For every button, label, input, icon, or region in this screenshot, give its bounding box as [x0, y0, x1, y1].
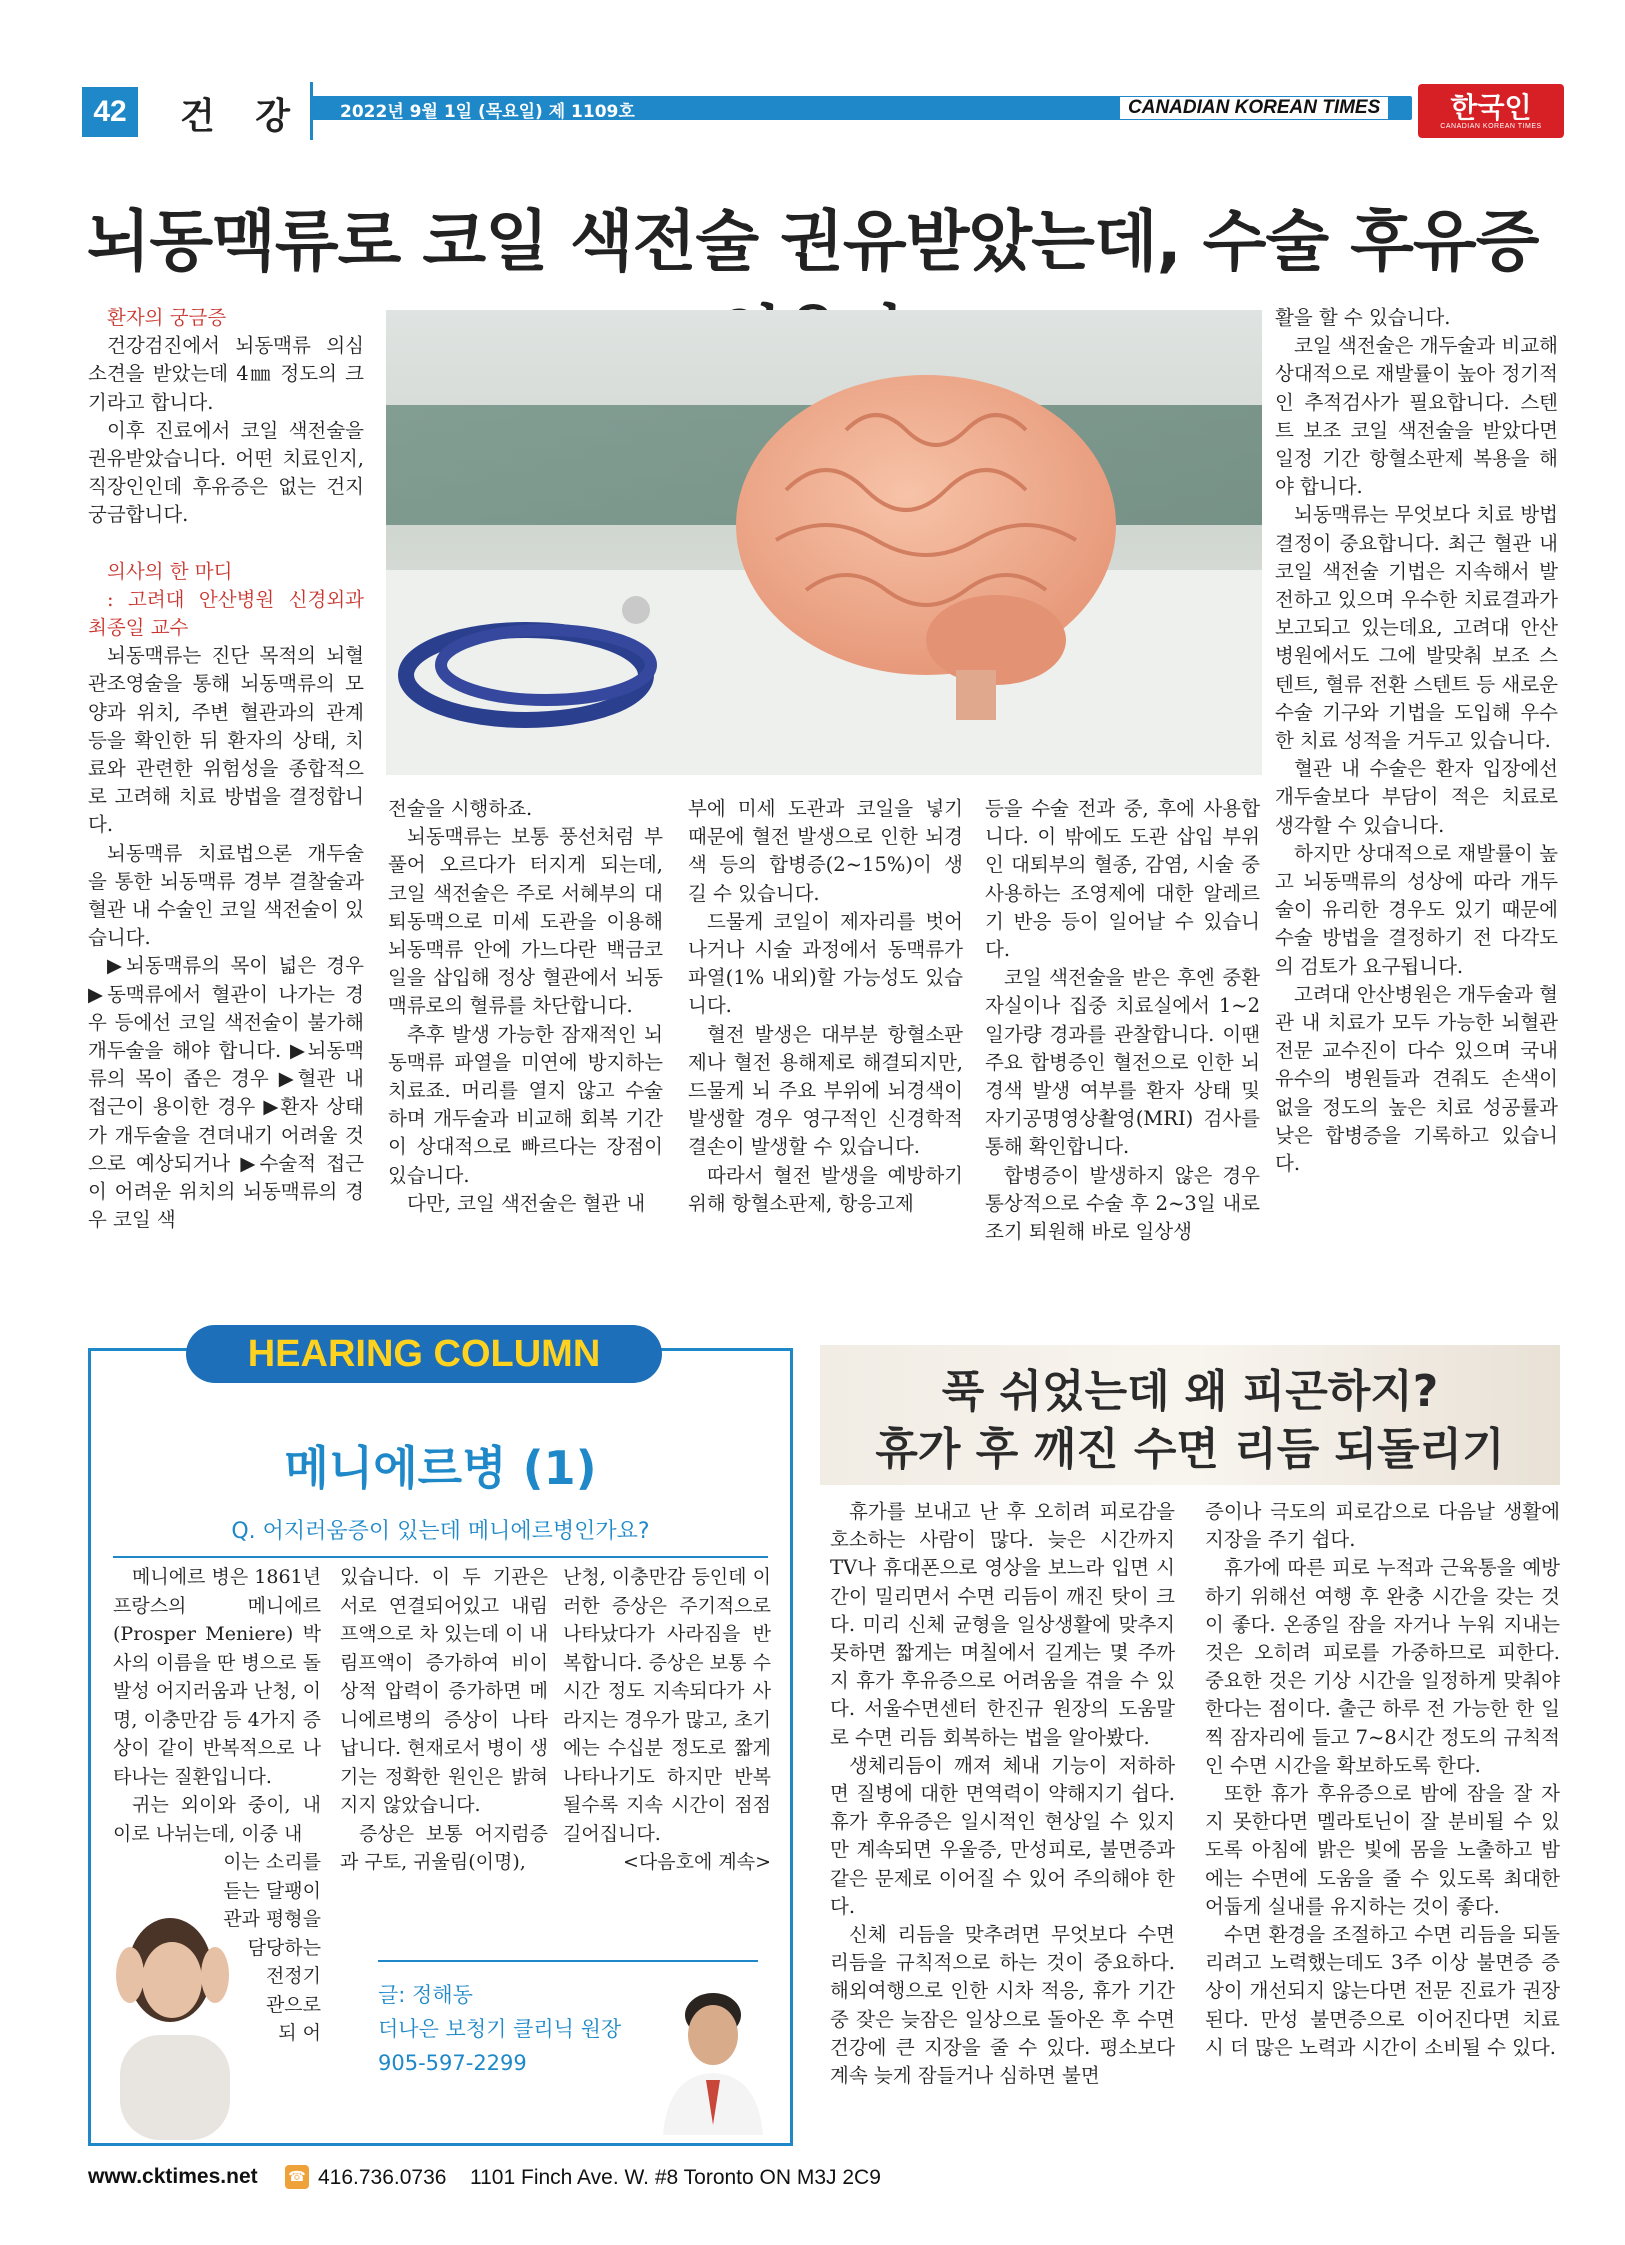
hearing-paragraph: 있습니다. 이 두 기관은 서로 연결되어있고 내림프액으로 차 있는데 이 내림프액이 증가하여 비이상적 압력이 증가하면 메니에르병의 증상이 나타납니다. 현재로서 병이 생기는 정확한 원인은 밝혀지지 않았습니다.	[340, 1566, 548, 1816]
sleep-title-line-1: 푹 쉬었는데 왜 피곤하지?	[941, 1366, 1439, 1417]
article-column-1	[88, 304, 364, 1235]
question-paragraph: 건강검진에서 뇌동맥류 의심 소견을 받았는데 4㎜ 정도의 크기라고 합니다.	[88, 334, 364, 414]
hearing-column-3	[563, 1563, 771, 1877]
article-paragraph: 코일 색전술을 받은 후엔 중환자실이나 집중 치료실에서 1~2일가량 경과를 관찰합니다. 이땐 주요 합병증인 혈전으로 인한 뇌경색 발생 여부를 환자 상태 및 자기공명영상촬영(MRI) 검사를 통해 확인합니다.	[985, 966, 1260, 1159]
article-paragraph: 등을 수술 전과 중, 후에 사용합니다. 이 밖에도 도관 삽입 부위인 대퇴부의 혈종, 감염, 시술 중 사용하는 조영제에 대한 알레르기 반응 등이 일어날 수 있습니다.	[985, 797, 1260, 962]
hearing-column-banner	[186, 1325, 662, 1383]
footer-website-link[interactable]: www.cktimes.net	[88, 2165, 258, 2188]
newspaper-logo	[1418, 84, 1564, 138]
article-paragraph: 혈관 내 수술은 환자 입장에선 개두술보다 부담이 적은 치료로 생각할 수 있습니다.	[1275, 757, 1558, 837]
article-paragraph: 하지만 상대적으로 재발률이 높고 뇌동맥류의 성상에 따라 개두술이 유리한 경우도 있기 때문에 수술 방법을 결정하기 전 다각도의 검토가 요구됩니다.	[1275, 841, 1558, 978]
footer-address: 1101 Finch Ave. W. #8 Toronto ON M3J 2C9	[470, 2166, 881, 2189]
hearing-paragraph: 메니에르 병은 1861년 프랑스의 메니에르(Prosper Meniere) 박사의 이름을 딴 병으로 돌발성 어지러움과 난청, 이명, 이충만감 등 4가지 증상이 같이 반복적으로 나타나는 질환입니다.	[113, 1566, 321, 1788]
article-paragraph: 추후 발생 가능한 잠재적인 뇌동맥류 파열을 미연에 방지하는 치료죠. 머리를 열지 않고 수술하며 개두술과 비교해 회복 기간이 상대적으로 빠르다는 장점이 있습니다.	[388, 1022, 663, 1187]
answer-label: 의사의 한 마디	[107, 559, 233, 583]
section-title: 건 강	[180, 96, 305, 137]
article-paragraph: 활을 할 수 있습니다.	[1275, 306, 1451, 329]
hearing-question: Q. 어지러움증이 있는데 메니에르병인가요?	[231, 1519, 650, 1544]
article-paragraph: 부에 미세 도관과 코일을 넣기 때문에 혈전 발생으로 인한 뇌경색 등의 합병증(2~15%)이 생길 수 있습니다.	[688, 797, 963, 905]
answer-byline: : 고려대 안산병원 신경외과 최종일 교수	[88, 587, 364, 640]
wrap-line: 이는 소리를	[223, 1851, 321, 1873]
article-column-right	[1275, 304, 1558, 1178]
continued-note: <다음호에 계속>	[622, 1851, 771, 1873]
wrap-line: 듣는 달팽이	[223, 1879, 321, 1902]
hearing-banner-text: HEARING COLUMN	[247, 1332, 601, 1375]
wrap-line: 담당하는	[247, 1936, 321, 1959]
author-name: 글: 정해동	[378, 1983, 473, 2007]
sleep-column-1	[830, 1498, 1175, 2090]
sleep-paragraph: 휴가를 보내고 난 후 오히려 피로감을 호소하는 사람이 많다. 늦은 시간까지 TV나 휴대폰으로 영상을 보느라 입면 시간이 밀리면서 수면 리듬이 깨진 탓이 크다. 미리 신체 균형을 일상생활에 맞추지 못하면 짧게는 며칠에서 길게는 몇 주까지 휴가 후유증으로 어려움을 겪을 수 있다. 서울수면센터 한진규 원장의 도움말로 수면 리듬 회복하는 법을 알아봤다.	[830, 1500, 1175, 1749]
article-paragraph: 뇌동맥류는 진단 목적의 뇌혈관조영술을 통해 뇌동맥류의 모양과 위치, 주변 혈관과의 관계 등을 확인한 뒤 환자의 상태, 치료와 관련한 위험성을 종합적으로 고려해 치료 방법을 결정합니다.	[88, 644, 364, 837]
sleep-paragraph: 증이나 극도의 피로감으로 다음날 생활에 지장을 주기 쉽다.	[1205, 1500, 1560, 1552]
dizzy-woman-photo	[100, 1900, 250, 2140]
article-paragraph: 뇌동맥류는 무엇보다 치료 방법 결정이 중요합니다. 최근 혈관 내 코일 색전술 기법은 지속해서 발전하고 있으며 우수한 치료결과가 보고되고 있는데요, 고려대 안산병원에서도 그에 발맞춰 보조 스텐트, 혈류 전환 스텐트 등 새로운 수술 기구와 기법을 도입해 우수한 치료 성적을 거두고 있습니다.	[1275, 503, 1558, 753]
article-paragraph: 따라서 혈전 발생을 예방하기 위해 항혈소판제, 항응고제	[688, 1163, 963, 1215]
article-column-4	[985, 795, 1260, 1246]
sleep-column-2	[1205, 1498, 1560, 2062]
hearing-title: 메니에르병 (1)	[284, 1441, 597, 1495]
sleep-paragraph: 신체 리듬을 맞추려면 무엇보다 수면 리듬을 규칙적으로 하는 것이 중요하다. 해외여행으로 인한 시차 적응, 휴가 기간 중 잦은 늦잠은 일상으로 돌아온 후 수면 건강에 큰 지장을 줄 수 있다. 평소보다 계속 늦게 잠들거나 심하면 불면	[830, 1923, 1175, 2088]
hearing-column-2	[340, 1563, 548, 1877]
sleep-paragraph: 생체리듬이 깨져 체내 기능이 저하하면 질병에 대한 면역력이 약해지기 쉽다. 휴가 후유증은 일시적인 현상일 수 있지만 계속되면 우울증, 만성피로, 불면증과 같은 문제로 이어질 수 있어 주의해야 한다.	[830, 1753, 1175, 1918]
paper-name: CANADIAN KOREAN TIMES	[1120, 97, 1388, 119]
hearing-paragraph: 증상은 보통 어지럼증과 구토, 귀울림(이명),	[340, 1822, 548, 1873]
hearing-divider	[113, 1556, 768, 1558]
author-phone: 905-597-2299	[378, 2051, 527, 2075]
sleep-paragraph: 수면 환경을 조절하고 수면 리듬을 되돌리려고 노력했는데도 3주 이상 불면증 증상이 개선되지 않는다면 전문 진료가 권장된다. 만성 불면증으로 이어진다면 치료 시 더 많은 노력과 시간이 소비될 수 있다.	[1205, 1923, 1560, 2059]
article-column-3	[688, 795, 963, 1218]
page-number: 42	[82, 87, 138, 137]
article-paragraph: 코일 색전술은 개두술과 비교해 상대적으로 재발률이 높아 정기적인 추적검사가 필요합니다. 스텐트 보조 코일 색전술을 받았다면 일정 기간 항혈소판제 복용을 해야 합니다.	[1275, 334, 1558, 499]
question-label: 환자의 궁금증	[107, 306, 227, 329]
article-headline: 뇌동맥류로 코일 색전술 권유받았는데, 수술 후유증	[86, 203, 1539, 280]
issue-date: 2022년 9월 1일 (목요일) 제 1109호	[340, 102, 635, 122]
article-paragraph: 혈전 발생은 대부분 항혈소판제나 혈전 용해제로 해결되지만, 드물게 뇌 주요 부위에 뇌경색이 발생할 경우 영구적인 신경학적 결손이 발생할 수 있습니다.	[688, 1022, 963, 1159]
article-paragraph: 고려대 안산병원은 개두술과 혈관 내 치료가 모두 가능한 뇌혈관 전문 교수진이 다수 있으며 국내 유수의 병원들과 견줘도 손색이 없을 정도의 높은 치료 성공률과 낮은 합병증을 기록하고 있습니다.	[1275, 982, 1558, 1176]
article-paragraph: 드물게 코일이 제자리를 벗어나거나 시술 과정에서 동맥류가 파열(1% 내외)할 가능성도 있습니다.	[688, 909, 963, 1018]
question-paragraph: 이후 진료에서 코일 색전술을 권유받았습니다. 어떤 치료인지, 직장인인데 후유증은 없는 건지 궁금합니다.	[88, 418, 364, 527]
article-paragraph: 뇌동맥류는 보통 풍선처럼 부풀어 오르다가 터지게 되는데, 코일 색전술은 주로 서혜부의 대퇴동맥으로 미세 도관을 이용해 뇌동맥류 안에 가느다란 백금코일을 삽입해 정상 혈관에서 뇌동맥류로의 혈류를 차단합니다.	[388, 825, 663, 1018]
wrap-line: 관으로	[265, 1993, 321, 2016]
article-paragraph: 합병증이 발생하지 않은 경우 통상적으로 수술 후 2~3일 내로 조기 퇴원해 바로 일상생	[985, 1163, 1260, 1244]
wrap-line: 관과 평형을	[223, 1908, 321, 1930]
wrap-line: 되 어	[278, 2022, 321, 2044]
sleep-paragraph: 휴가에 따른 피로 누적과 근육통을 예방하기 위해선 여행 후 완충 시간을 갖는 것이 좋다. 온종일 잠을 자거나 누워 지내는 것은 오히려 피로를 가중하므로 피한다. 중요한 것은 기상 시간을 일정하게 맞춰야 한다는 점이다. 출근 하루 전 가능한 한 일찍 잠자리에 들고 7~8시간 정도의 규칙적인 수면 시간을 확보하도록 한다.	[1205, 1556, 1560, 1777]
article-paragraph: 다만, 코일 색전술은 혈관 내	[407, 1191, 646, 1215]
sleep-paragraph: 또한 휴가 후유증으로 밤에 잠을 잘 자지 못한다면 멜라토닌이 잘 분비될 수 있도록 아침에 밝은 빛에 몸을 노출하고 밤에는 수면에 도움을 줄 수 있도록 최대한 어둡게 실내를 유지하는 것이 좋다.	[1205, 1782, 1560, 1918]
phone-icon: ☎	[285, 2165, 309, 2189]
logo-text: 한국인	[1450, 90, 1532, 124]
footer-phone: 416.736.0736	[318, 2166, 447, 2189]
hearing-paragraph: 난청, 이충만감 등인데 이러한 증상은 주기적으로 나타났다가 사라짐을 반복합니다. 증상은 보통 수시간 정도 지속되다가 사라지는 경우가 많고, 초기에는 수십분 정도로 짧게 나타나기도 하지만 반복될수록 지속 시간이 점점 길어집니다.	[563, 1566, 771, 1845]
article-column-2	[388, 795, 663, 1218]
wrap-line: 전정기	[265, 1965, 321, 1987]
author-portrait	[658, 1985, 768, 2135]
article-paragraph: 뇌동맥류 치료법으론 개두술을 통한 뇌동맥류 경부 결찰술과 혈관 내 수술인 코일 색전술이 있습니다.	[88, 841, 364, 950]
brain-model-photo	[386, 310, 1262, 775]
author-clinic: 더나은 보청기 클리닉 원장	[378, 2017, 622, 2041]
article-paragraph: ▶뇌동맥류의 목이 넓은 경우 ▶동맥류에서 혈관이 나가는 경우 등에선 코일 색전술이 불가해 개두술을 해야 합니다. ▶뇌동맥류의 목이 좁은 경우 ▶혈관 내 접근이 용이한 경우 ▶환자 상태가 개두술을 견뎌내기 어려울 것으로 예상되거나 ▶수술적 접근이 어려운 위치의 뇌동맥류의 경우 코일 색	[88, 954, 364, 1232]
logo-subtext: CANADIAN KOREAN TIMES	[1440, 122, 1542, 130]
hearing-paragraph: 귀는 외이와 중이, 내이로 나뉘는데, 이중 내	[113, 1794, 321, 1845]
article-paragraph: 전술을 시행하죠.	[388, 797, 533, 820]
sleep-title-line-2: 휴가 후 깨진 수면 리듬 되돌리기	[875, 1424, 1505, 1475]
